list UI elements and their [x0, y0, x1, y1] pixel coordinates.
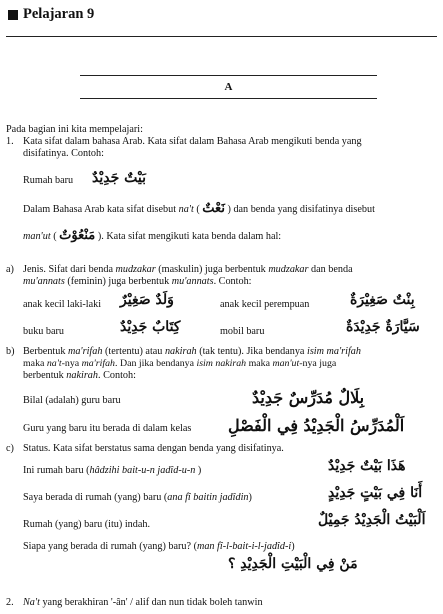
intro-text: Pada bagian ini kita mempelajari:	[6, 124, 143, 135]
b-ex1-id: Bilal (adalah) guru baru	[23, 395, 121, 406]
a-ex3-ar: كِتَابٌ جَدِيْدٌ	[120, 319, 181, 335]
a-ex1-id: anak kecil laki-laki	[23, 299, 102, 310]
b-line1: Berbentuk ma'rifah (tertentu) atau nakirah (tak tentu). Jika bendanya isim ma'rifah	[23, 346, 361, 357]
lesson-title-text: Pelajaran 9	[23, 6, 95, 22]
a-ex3-id: buku baru	[23, 326, 65, 337]
square-bullet-icon	[8, 10, 18, 20]
item1-line1: Kata sifat dalam bahasa Arab. Kata sifat dalam Bahasa Arab mengikuti benda yang	[23, 136, 362, 147]
c-label: c)	[6, 443, 14, 454]
item1-line2: disifatinya. Contoh:	[23, 148, 104, 159]
item1-example-id: Rumah baru	[23, 175, 74, 186]
naat-arabic: نَعْتٌ	[202, 201, 225, 216]
c-ex1-ar: هَذَا بَيْتٌ جَدِيْدٌ	[328, 458, 406, 474]
c-ex4-id: Siapa yang berada di rumah (yang) baru? (man fî-l-bait-i-l-jadîd-i)	[23, 541, 295, 552]
a-ex1-ar: وَلَدٌ صَغِيْرٌ	[120, 292, 174, 308]
item2-number: 2.	[6, 597, 14, 608]
item1-example-ar: بَيْتٌ جَدِيْدٌ	[92, 170, 146, 186]
b-ex2-ar: اَلْمُدَرِّسُ الْجَدِيْدُ فِي الْفَصْلِ	[228, 416, 405, 435]
b-ex1-ar: بِلَالٌ مُدَرِّسٌ جَدِيْدٌ	[252, 388, 365, 407]
a-ex4-id: mobil baru	[220, 326, 265, 337]
c-ex3-id: Rumah (yang) baru (itu) indah.	[23, 519, 151, 530]
a-ex2-ar: بِنْتٌ صَغِيْرَةٌ	[350, 292, 415, 308]
manut-arabic: مَنْعُوْتٌ	[59, 228, 96, 243]
a-ex2-id: anak kecil perempuan	[220, 299, 310, 310]
c-ex1-id: Ini rumah baru (hâdzihi bait-u-n jadîd-u-n )	[23, 465, 202, 476]
c-ex3-ar: اَلْبَيْتُ الْجَدِيْدُ جَمِيْلٌ	[318, 512, 426, 528]
c-ex4-ar: مَنْ فِي الْبَيْتِ الْجَدِيْدِ ؟	[228, 556, 358, 572]
b-line2: maka na't-nya ma'rifah. Dan jika bendanya isim nakirah maka man'ut-nya juga	[23, 358, 337, 369]
item1-para2: Dalam Bahasa Arab kata sifat disebut na't ( نَعْتٌ ) dan benda yang disifatinya disebut	[23, 201, 375, 216]
section-label: A	[80, 75, 377, 99]
c-ex2-ar: أَنَا فِي بَيْتٍ جَدِيْدٍ	[328, 485, 423, 501]
item1-number: 1.	[6, 136, 14, 147]
b-line3: berbentuk nakirah. Contoh:	[23, 370, 136, 381]
item2-text: Na't yang berakhiran '-ân' / alif dan nun tidak boleh tanwin	[23, 597, 263, 608]
header-rule	[6, 36, 437, 37]
a-label: a)	[6, 264, 14, 275]
a-ex4-ar: سَيَّارَةٌ جَدِيْدَةٌ	[346, 319, 420, 335]
item1-para3: man'ut ( مَنْعُوْتٌ ). Kata sifat mengikuti kata benda dalam hal:	[23, 228, 282, 243]
b-label: b)	[6, 346, 15, 357]
b-ex2-id: Guru yang baru itu berada di dalam kelas	[23, 423, 192, 434]
c-ex2-id: Saya berada di rumah (yang) baru (ana fî baitin jadîdin)	[23, 492, 252, 503]
a-line1: Jenis. Sifat dari benda mudzakar (maskulin) juga berbentuk mudzakar dan benda	[23, 264, 353, 275]
c-line1: Status. Kata sifat berstatus sama dengan benda yang disifatinya.	[23, 443, 284, 454]
a-line2: mu'annats (feminin) juga berbentuk mu'annats. Contoh:	[23, 276, 252, 287]
lesson-title	[8, 6, 94, 23]
